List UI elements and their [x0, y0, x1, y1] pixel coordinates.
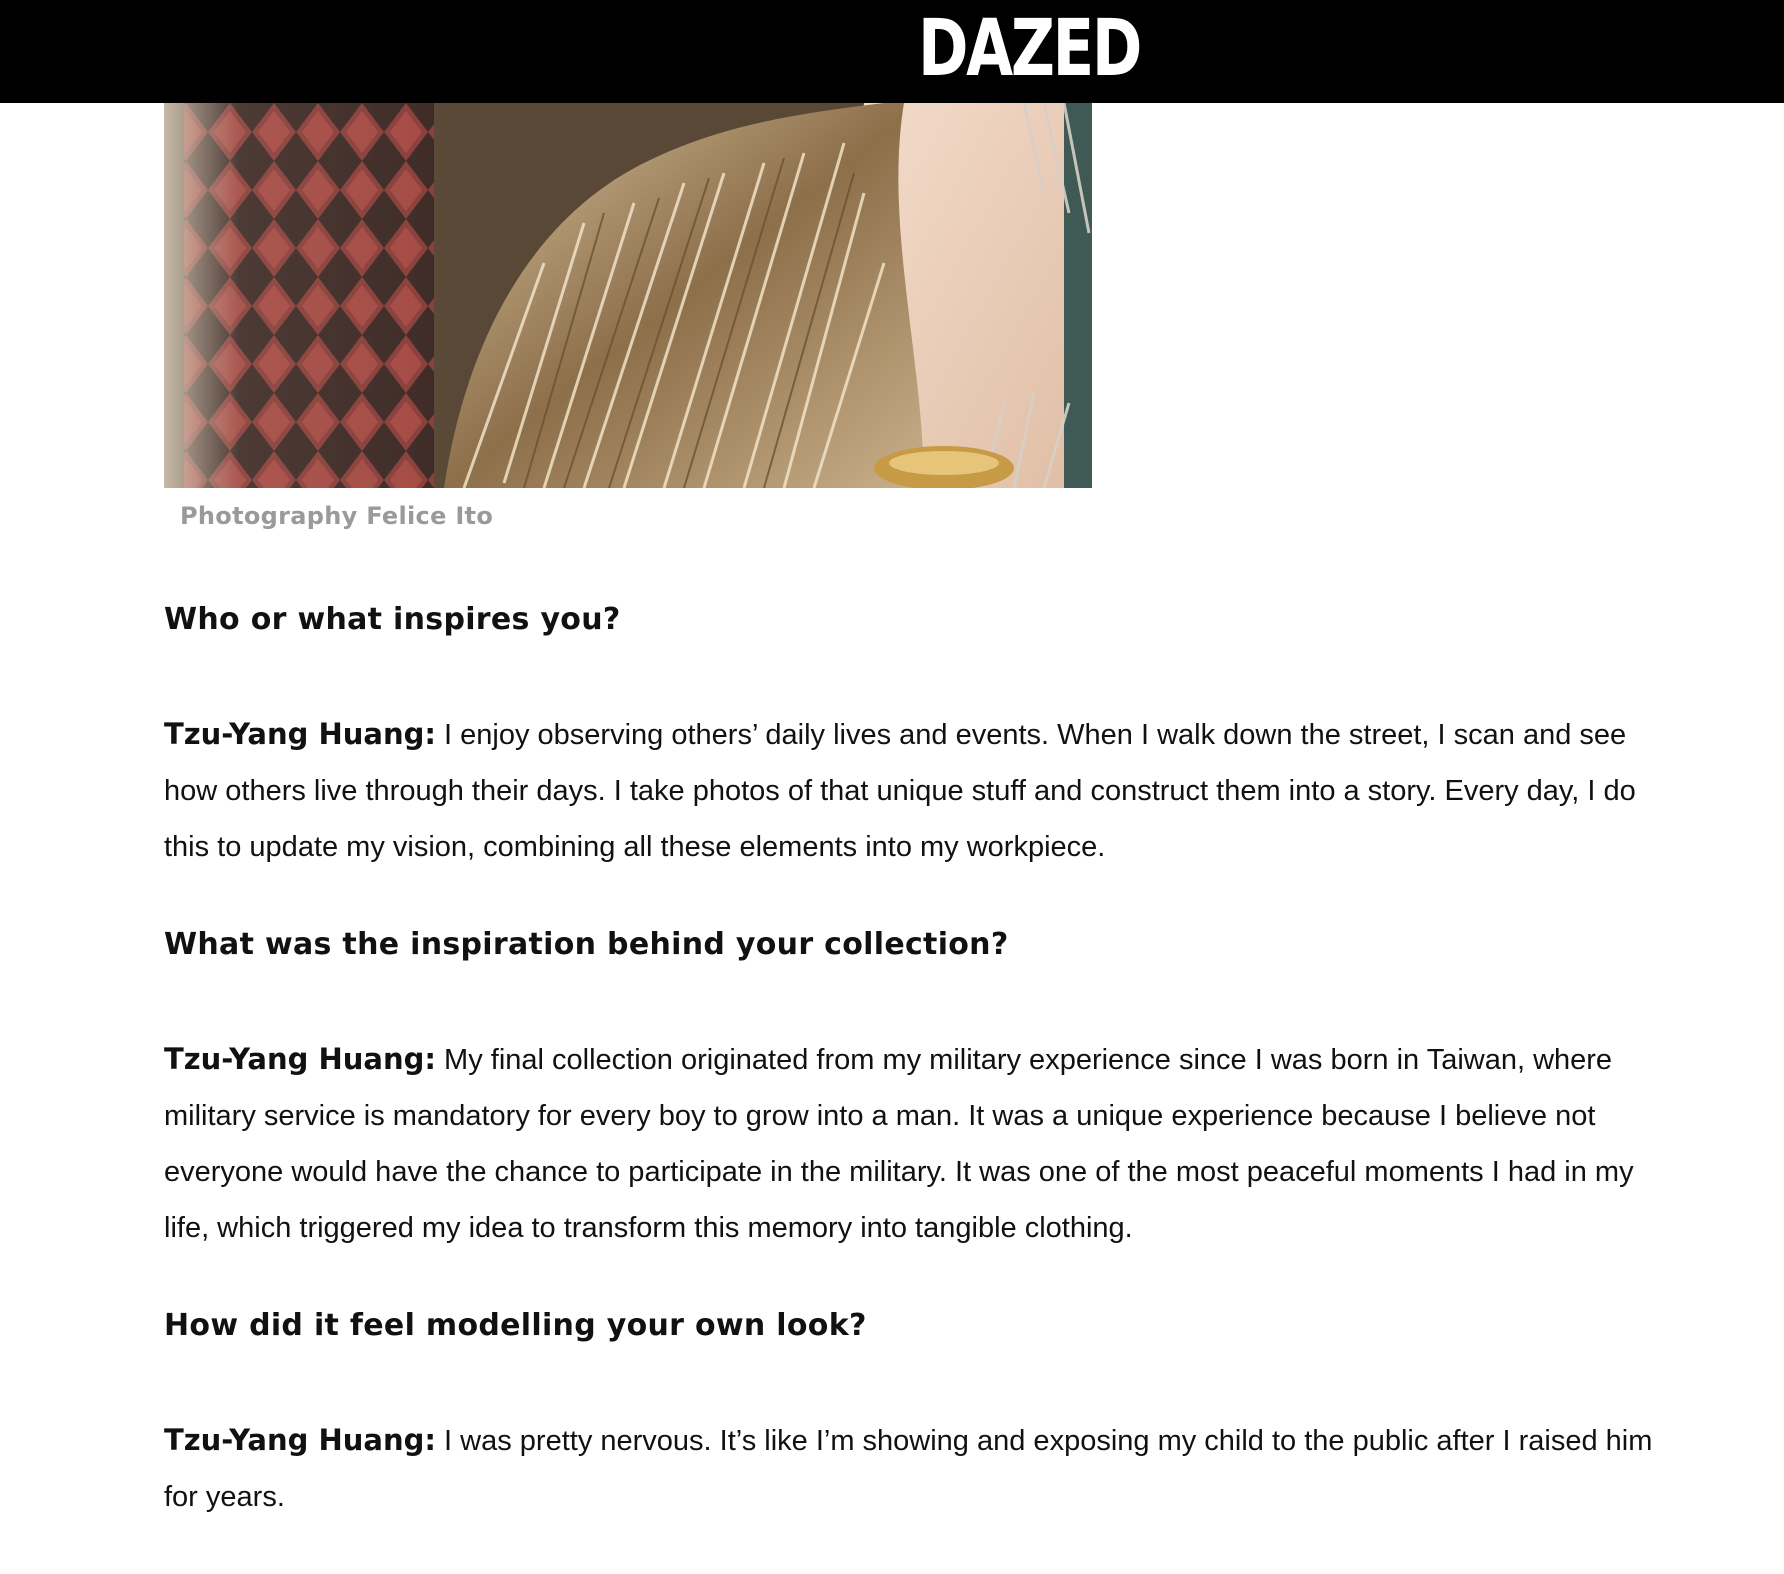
hero-image [164, 103, 1092, 488]
answer-text: My final collection originated from my military experience since I was born in Taiwan, where military service is mandatory for every boy to grow into a man. It was a unique experience because I believe not everyone would have the chance to participate in the military. It was one of the most peaceful moments I had in my life, which triggered my idea to transform this memory into tangible clothing. [164, 1044, 1634, 1244]
question-heading: How did it feel modelling your own look? [164, 1308, 867, 1343]
answer-text: I was pretty nervous. It’s like I’m showing and exposing my child to the public after I raised him for years. [164, 1425, 1653, 1513]
answer-paragraph [164, 1412, 1664, 1525]
photo-caption: Photography Felice Ito [180, 502, 494, 530]
question-heading: What was the inspiration behind your collection? [164, 927, 1009, 962]
answer-text: I enjoy observing others’ daily lives and events. When I walk down the street, I scan and see how others live through their days. I take photos of that unique stuff and construct them into a story. Every day, I do this to update my vision, combining all these elements into my workpiece. [164, 719, 1636, 863]
question-heading: Who or what inspires you? [164, 602, 621, 637]
site-header [0, 0, 1784, 103]
fashion-photo-icon [164, 103, 1092, 488]
speaker-name: Tzu-Yang Huang: [164, 1423, 436, 1457]
answer-paragraph [164, 1031, 1664, 1256]
answer-paragraph [164, 706, 1664, 875]
dazed-logo[interactable]: DAZED [918, 4, 1141, 94]
speaker-name: Tzu-Yang Huang: [164, 1042, 436, 1076]
speaker-name: Tzu-Yang Huang: [164, 717, 436, 751]
article-body [164, 600, 1664, 1574]
